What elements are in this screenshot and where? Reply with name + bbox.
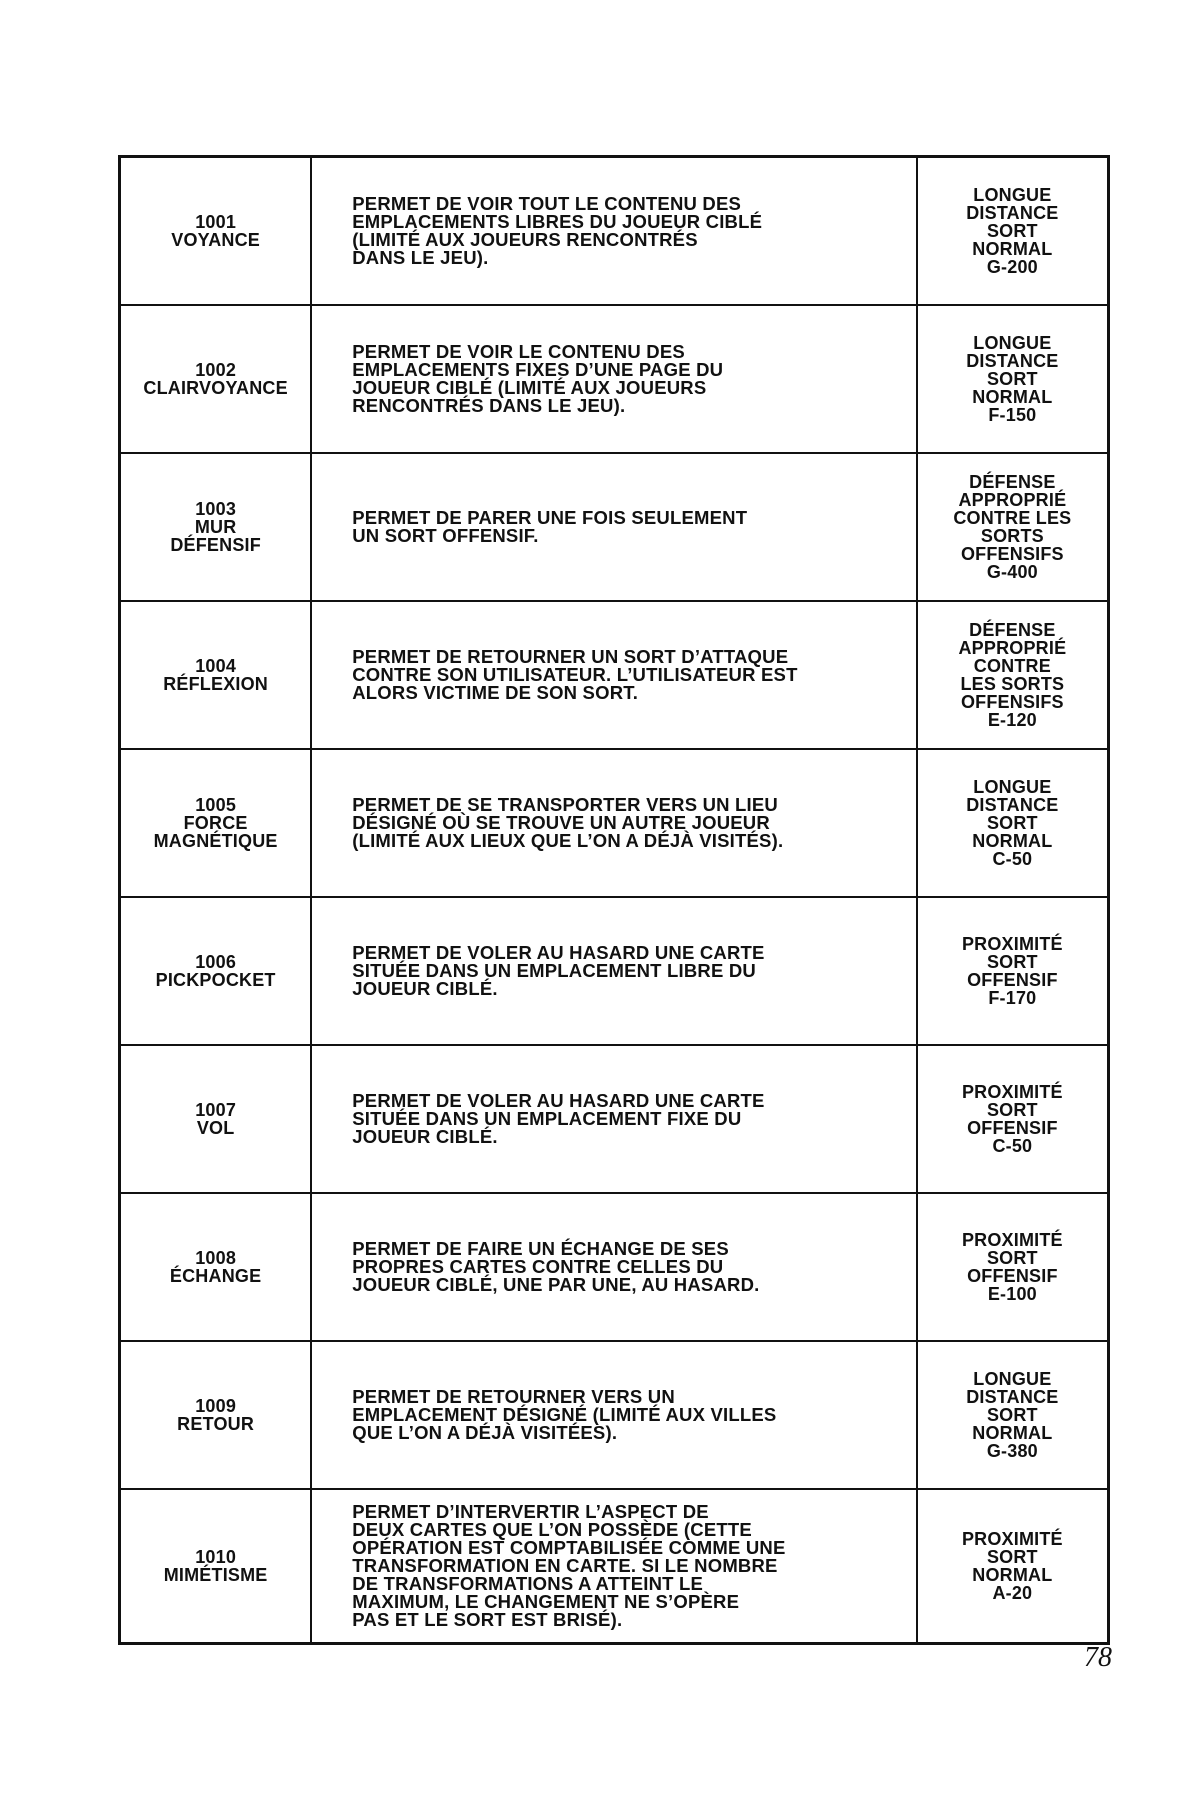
card-row xyxy=(120,305,1109,453)
card-stat-line: DISTANCE xyxy=(966,794,1059,815)
card-stat-line: DÉFENSE xyxy=(969,471,1056,492)
card-name-line: ÉCHANGE xyxy=(169,1265,262,1286)
card-description-line: UN SORT OFFENSIF. xyxy=(352,524,539,546)
card-description-line: RENCONTRÉS DANS LE JEU). xyxy=(352,394,626,416)
card-name-cell xyxy=(120,601,312,749)
card-number: 1002 xyxy=(195,359,237,380)
card-description-line: OPÉRATION EST COMPTABILISÉE COMME UNE xyxy=(352,1536,786,1558)
card-stat-line: LONGUE xyxy=(973,776,1052,797)
card-row xyxy=(120,749,1109,897)
card-name-line: VOL xyxy=(196,1117,235,1138)
card-stat-line: OFFENSIFS xyxy=(960,691,1064,712)
card-number: 1001 xyxy=(195,211,237,232)
card-stat-line: SORT xyxy=(986,951,1038,972)
card-description-line: JOUEUR CIBLÉ. xyxy=(352,977,498,999)
card-stat-line: NORMAL xyxy=(972,238,1053,259)
card-description-line: PERMET DE VOIR LE CONTENU DES xyxy=(352,340,685,362)
card-stat-line: G-380 xyxy=(986,1440,1038,1461)
card-description-line: QUE L’ON A DÉJÀ VISITÉES). xyxy=(352,1421,618,1443)
card-stat-line: SORT xyxy=(986,220,1038,241)
card-description-cell xyxy=(311,157,917,305)
card-stat-line: NORMAL xyxy=(972,386,1053,407)
card-description-line: EMPLACEMENTS FIXES D’UNE PAGE DU xyxy=(352,358,724,380)
card-name-line: CLAIRVOYANCE xyxy=(143,377,288,398)
card-name-line: FORCE xyxy=(183,812,248,833)
card-name-cell xyxy=(120,157,312,305)
card-stat-line: LONGUE xyxy=(973,332,1052,353)
card-row xyxy=(120,601,1109,749)
card-stat-line: OFFENSIF xyxy=(967,1117,1058,1138)
card-name-cell xyxy=(120,897,312,1045)
card-number: 1003 xyxy=(195,498,237,519)
card-number: 1004 xyxy=(195,655,237,676)
card-stat-line: OFFENSIF xyxy=(967,1265,1058,1286)
card-stat-line: CONTRE xyxy=(973,655,1051,676)
card-stat-line: SORT xyxy=(986,1404,1038,1425)
card-description-line: DE TRANSFORMATIONS A ATTEINT LE xyxy=(352,1572,704,1594)
card-description-line: ALORS VICTIME DE SON SORT. xyxy=(352,681,639,703)
card-row xyxy=(120,1045,1109,1193)
card-description-line: EMPLACEMENT DÉSIGNÉ (LIMITÉ AUX VILLES xyxy=(352,1403,777,1425)
card-stat-line: A-20 xyxy=(992,1582,1033,1603)
card-stat-line: G-200 xyxy=(986,256,1038,277)
card-description-cell xyxy=(311,749,917,897)
card-description-line: DANS LE JEU). xyxy=(352,246,489,268)
card-description-line: TRANSFORMATION EN CARTE. SI LE NOMBRE xyxy=(352,1554,778,1576)
card-name-line: MUR xyxy=(194,516,237,537)
card-description-line: SITUÉE DANS UN EMPLACEMENT LIBRE DU xyxy=(352,959,756,981)
spell-card-table xyxy=(118,155,1110,1645)
card-stat-line: DISTANCE xyxy=(966,350,1059,371)
card-stat-line: SORT xyxy=(986,1247,1038,1268)
card-number: 1008 xyxy=(195,1247,237,1268)
card-name-line: MAGNÉTIQUE xyxy=(153,830,278,851)
card-stat-line: DISTANCE xyxy=(966,202,1059,223)
card-description-cell xyxy=(311,1045,917,1193)
card-row xyxy=(120,453,1109,601)
card-number: 1009 xyxy=(195,1395,237,1416)
card-description-line: PERMET DE FAIRE UN ÉCHANGE DE SES xyxy=(352,1237,729,1259)
card-description-line: PAS ET LE SORT EST BRISÉ). xyxy=(352,1608,623,1630)
card-stat-line: LES SORTS xyxy=(960,673,1065,694)
card-description-line: DEUX CARTES QUE L’ON POSSÈDE (CETTE xyxy=(352,1518,752,1540)
card-description-line: PERMET DE SE TRANSPORTER VERS UN LIEU xyxy=(352,793,778,815)
card-description-cell xyxy=(311,305,917,453)
card-description-line: PERMET D’INTERVERTIR L’ASPECT DE xyxy=(352,1500,709,1522)
card-stat-line: NORMAL xyxy=(972,1422,1053,1443)
card-description-line: PROPRES CARTES CONTRE CELLES DU xyxy=(352,1255,724,1277)
card-stat-line: LONGUE xyxy=(973,184,1052,205)
card-name-cell xyxy=(120,1489,312,1644)
card-stat-line: F-170 xyxy=(988,987,1037,1008)
page-number: 78 xyxy=(1084,1642,1112,1673)
card-name-line: VOYANCE xyxy=(171,229,260,250)
card-description-line: PERMET DE RETOURNER UN SORT D’ATTAQUE xyxy=(352,645,789,667)
card-description-cell xyxy=(311,1193,917,1341)
card-stat-line: E-100 xyxy=(987,1283,1037,1304)
card-stat-line: G-400 xyxy=(986,561,1038,582)
card-description-line: PERMET DE VOLER AU HASARD UNE CARTE xyxy=(352,941,765,963)
card-stat-line: NORMAL xyxy=(972,1564,1053,1585)
card-description-line: EMPLACEMENTS LIBRES DU JOUEUR CIBLÉ xyxy=(352,210,763,232)
card-description-line: CONTRE SON UTILISATEUR. L’UTILISATEUR EST xyxy=(352,663,798,685)
card-description-cell xyxy=(311,1341,917,1489)
card-number: 1006 xyxy=(195,951,237,972)
card-stats-cell xyxy=(917,1045,1109,1193)
card-description-cell xyxy=(311,1489,917,1644)
card-name-line: MIMÉTISME xyxy=(163,1564,268,1585)
card-description-cell xyxy=(311,897,917,1045)
card-name-line: RÉFLEXION xyxy=(163,673,269,694)
card-number: 1007 xyxy=(195,1099,237,1120)
card-stats-cell xyxy=(917,749,1109,897)
card-description-line: PERMET DE VOLER AU HASARD UNE CARTE xyxy=(352,1089,765,1111)
card-stat-line: C-50 xyxy=(992,848,1033,869)
card-description-line: MAXIMUM, LE CHANGEMENT NE S’OPÈRE xyxy=(352,1590,740,1612)
card-name-line: DÉFENSIF xyxy=(170,534,261,555)
card-stat-line: E-120 xyxy=(987,709,1037,730)
card-stats-cell xyxy=(917,157,1109,305)
card-name-cell xyxy=(120,453,312,601)
card-name-line: PICKPOCKET xyxy=(155,969,276,990)
card-description-line: (LIMITÉ AUX JOUEURS RENCONTRÉS xyxy=(352,228,698,250)
card-description-cell xyxy=(311,601,917,749)
card-description-line: PERMET DE VOIR TOUT LE CONTENU DES xyxy=(352,192,742,214)
card-name-cell xyxy=(120,1341,312,1489)
card-description-line: JOUEUR CIBLÉ (LIMITÉ AUX JOUEURS xyxy=(352,376,707,398)
card-stats-cell xyxy=(917,897,1109,1045)
card-stat-line: F-150 xyxy=(988,404,1037,425)
card-stat-line: APPROPRIÉ xyxy=(958,637,1067,658)
card-stats-cell xyxy=(917,1193,1109,1341)
card-stat-line: C-50 xyxy=(992,1135,1033,1156)
card-stat-line: LONGUE xyxy=(973,1368,1052,1389)
card-description-line: PERMET DE PARER UNE FOIS SEULEMENT xyxy=(352,506,748,528)
card-stat-line: OFFENSIFS xyxy=(960,543,1064,564)
card-stats-cell xyxy=(917,1489,1109,1644)
card-row xyxy=(120,1193,1109,1341)
card-stat-line: SORT xyxy=(986,1546,1038,1567)
card-stats-cell xyxy=(917,601,1109,749)
card-name-line: RETOUR xyxy=(177,1413,255,1434)
card-row xyxy=(120,157,1109,305)
card-stat-line: CONTRE LES xyxy=(953,507,1072,528)
card-stat-line: SORTS xyxy=(980,525,1044,546)
card-stat-line: SORT xyxy=(986,812,1038,833)
card-stat-line: PROXIMITÉ xyxy=(961,1081,1063,1102)
card-row xyxy=(120,897,1109,1045)
card-stat-line: PROXIMITÉ xyxy=(961,1229,1063,1250)
card-stat-line: DÉFENSE xyxy=(969,619,1056,640)
card-stat-line: DISTANCE xyxy=(966,1386,1059,1407)
card-stat-line: OFFENSIF xyxy=(967,969,1058,990)
card-name-cell xyxy=(120,1045,312,1193)
card-stats-cell xyxy=(917,305,1109,453)
card-description-cell xyxy=(311,453,917,601)
card-number: 1010 xyxy=(195,1546,237,1567)
card-stats-cell xyxy=(917,1341,1109,1489)
card-row xyxy=(120,1489,1109,1644)
card-stat-line: SORT xyxy=(986,1099,1038,1120)
card-description-line: JOUEUR CIBLÉ, UNE PAR UNE, AU HASARD. xyxy=(352,1273,760,1295)
card-stat-line: PROXIMITÉ xyxy=(961,933,1063,954)
card-table-body xyxy=(120,157,1109,1644)
card-name-cell xyxy=(120,1193,312,1341)
card-stat-line: APPROPRIÉ xyxy=(958,489,1067,510)
card-description-line: SITUÉE DANS UN EMPLACEMENT FIXE DU xyxy=(352,1107,742,1129)
card-name-cell xyxy=(120,749,312,897)
card-stat-line: NORMAL xyxy=(972,830,1053,851)
card-stat-line: PROXIMITÉ xyxy=(961,1528,1063,1549)
card-row xyxy=(120,1341,1109,1489)
card-description-line: (LIMITÉ AUX LIEUX QUE L’ON A DÉJÀ VISITÉS). xyxy=(352,829,784,851)
card-stats-cell xyxy=(917,453,1109,601)
card-number: 1005 xyxy=(195,794,237,815)
card-description-line: PERMET DE RETOURNER VERS UN xyxy=(352,1385,675,1407)
card-description-line: JOUEUR CIBLÉ. xyxy=(352,1125,498,1147)
card-name-cell xyxy=(120,305,312,453)
card-stat-line: SORT xyxy=(986,368,1038,389)
card-description-line: DÉSIGNÉ OÙ SE TROUVE UN AUTRE JOUEUR xyxy=(352,811,770,833)
